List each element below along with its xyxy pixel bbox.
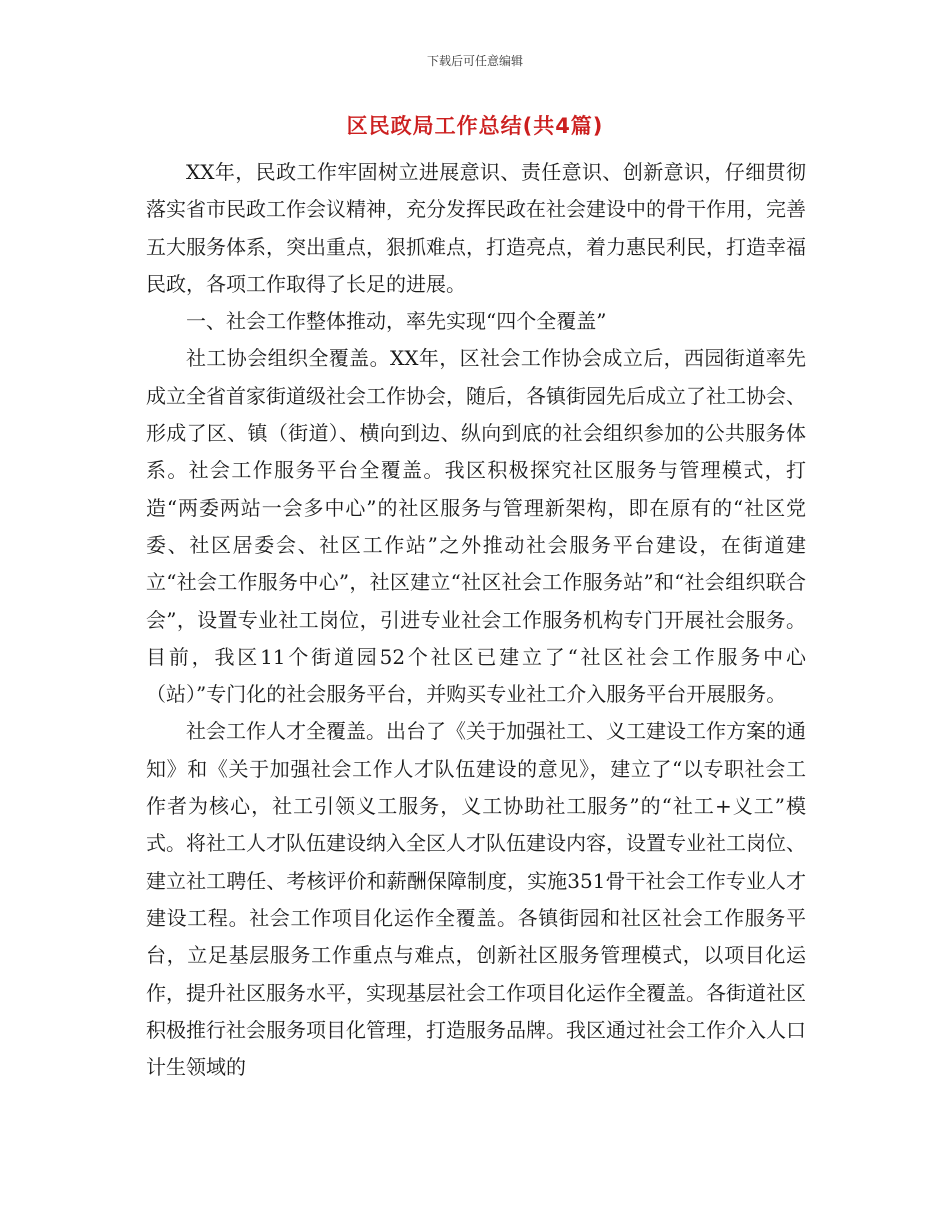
document-title: 区民政局工作总结(共4篇) — [346, 114, 604, 138]
section-heading: 一、社会工作整体推动，率先实现“四个全覆盖” — [186, 309, 607, 334]
paragraph-social-work-coverage: 社工协会组织全覆盖。XX年，区社会工作协会成立后，西园街道率先成立全省首家街道级社会工作协会，随后，各镇街园先后成立了社工协会、形成了区、镇（街道）、横向到边、纵向到底的社会组织参加的公共服务体系。社会工作服务平台全覆盖。我区积极探究社区服务与管理模式，打造“两委两站一会多中心”的社区服务与管理新架构，即在原有的“社区党委、社区居委会、社区工作站”之外推动社会服务平台建设，在街道建立“社会工作服务中心”，社区建立“社区社会工作服务站”和“社会组织联合会”，设置专业社工岗位，引进专业社会工作服务机构专门开展社会服务。目前，我区11个街道园52个社区已建立了“社区社会工作服务中心（站）”专门化的社会服务平台，并购买专业社工介入服务平台开展服务。 — [146, 346, 806, 707]
paragraph-intro: XX年，民政工作牢固树立进展意识、责任意识、创新意识，仔细贯彻落实省市民政工作会议精神，充分发挥民政在社会建设中的骨干作用，完善五大服务体系，突出重点，狠抓难点，打造亮点，着力惠民利民，打造幸福民政，各项工作取得了长足的进展。 — [146, 160, 806, 296]
header-note: 下载后可任意编辑 — [426, 54, 523, 68]
paragraph-social-work-talent: 社会工作人才全覆盖。出台了《关于加强社工、义工建设工作方案的通知》和《关于加强社会工作人才队伍建设的意见》，建立了“以专职社会工作者为核心，社工引领义工服务，义工协助社工服务”的“社工+义工”模式。将社工人才队伍建设纳入全区人才队伍建设内容，设置专业社工岗位、建立社工聘任、考核评价和薪酬保障制度，实施351骨干社会工作专业人才建设工程。社会工作项目化运作全覆盖。各镇街园和社区社会工作服务平台，立足基层服务工作重点与难点，创新社区服务管理模式，以项目化运作，提升社区服务水平，实现基层社会工作项目化运作全覆盖。各街道社区积极推行社会服务项目化管理，打造服务品牌。我区通过社会工作介入人口计生领域的 — [146, 719, 806, 1080]
document-body — [146, 154, 806, 1086]
